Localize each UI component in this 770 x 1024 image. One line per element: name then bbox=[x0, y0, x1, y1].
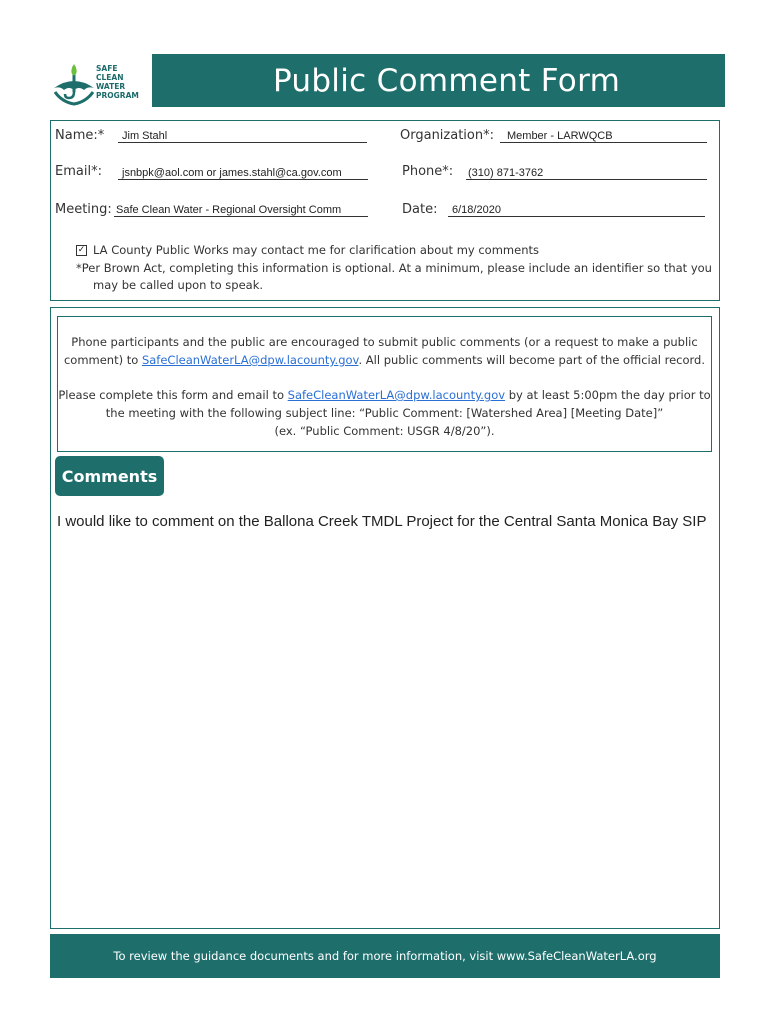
brown-act-note: *Per Brown Act, completing this information is optional. At a minimum, please include an identifier so that you bbox=[76, 261, 712, 275]
name-field[interactable]: Jim Stahl bbox=[122, 130, 168, 142]
organization-field[interactable]: Member - LARWQCB bbox=[507, 130, 613, 142]
email-link[interactable]: SafeCleanWaterLA@dpw.lacounty.gov bbox=[141, 353, 359, 367]
logo-line-clean: CLEAN bbox=[96, 73, 124, 82]
comments-heading: Comments bbox=[55, 456, 164, 496]
page-title: Public Comment Form bbox=[272, 62, 621, 99]
meeting-field[interactable]: Safe Clean Water - Regional Oversight Comm bbox=[116, 204, 342, 216]
phone-label: Phone*: bbox=[402, 164, 454, 179]
name-field-underline bbox=[118, 142, 367, 143]
date-field[interactable]: 6/18/2020 bbox=[452, 204, 501, 216]
notice-paragraph-1 bbox=[57, 333, 712, 369]
meeting-label: Meeting: bbox=[55, 202, 112, 217]
email-field-underline bbox=[118, 179, 368, 180]
contact-consent-checkbox[interactable]: ✓ bbox=[77, 245, 86, 255]
logo-line-program: PROGRAM bbox=[96, 91, 139, 100]
brown-act-note-continued: may be called upon to speak. bbox=[93, 278, 264, 292]
contact-consent-label: LA County Public Works may contact me for clarification about my comments bbox=[93, 243, 539, 257]
title-bar bbox=[152, 54, 725, 107]
notice-paragraph-2 bbox=[57, 386, 712, 440]
notice-p2-suffix: by at least 5:00pm the day prior to bbox=[505, 388, 711, 402]
phone-field-underline bbox=[466, 179, 707, 180]
footer-bar bbox=[50, 934, 720, 978]
date-field-underline bbox=[448, 216, 705, 217]
logo-line-safe: SAFE bbox=[96, 64, 118, 73]
footer-text: To review the guidance documents and for more information, visit www.SafeCleanWaterLA.org bbox=[113, 949, 657, 963]
comments-textarea[interactable]: I would like to comment on the Ballona Creek TMDL Project for the Central Santa Monica Bay SIP bbox=[57, 513, 707, 530]
logo-text bbox=[96, 64, 156, 100]
email-field[interactable]: jsnbpk@aol.com or james.stahl@ca.gov.com bbox=[122, 167, 342, 179]
notice-p1-prefix: comment) to bbox=[63, 353, 142, 367]
name-label: Name:* bbox=[55, 128, 105, 143]
notice-p1-suffix: . All public comments will become part of the official record. bbox=[358, 353, 706, 367]
notice-p1-line1: Phone participants and the public are encouraged to submit public comments (or a request to make a public bbox=[71, 335, 698, 349]
phone-field[interactable]: (310) 871-3762 bbox=[468, 167, 544, 179]
notice-p2-example: (ex. “Public Comment: USGR 4/8/20”). bbox=[274, 424, 495, 438]
email-link-2[interactable]: SafeCleanWaterLA@dpw.lacounty.gov bbox=[287, 388, 506, 402]
meeting-field-underline bbox=[114, 216, 368, 217]
notice-p2-prefix: Please complete this form and email to bbox=[58, 388, 288, 402]
logo-line-water: WATER bbox=[96, 82, 126, 91]
date-label: Date: bbox=[402, 202, 438, 217]
organization-field-underline bbox=[500, 142, 707, 143]
notice-text bbox=[57, 333, 712, 440]
water-drop-umbrella-icon bbox=[52, 62, 96, 108]
email-label: Email*: bbox=[55, 164, 102, 179]
notice-p2-subject-line: the meeting with the following subject line: “Public Comment: [Watershed Area] [Meeting Date]” bbox=[105, 406, 664, 420]
organization-label: Organization*: bbox=[400, 128, 494, 143]
